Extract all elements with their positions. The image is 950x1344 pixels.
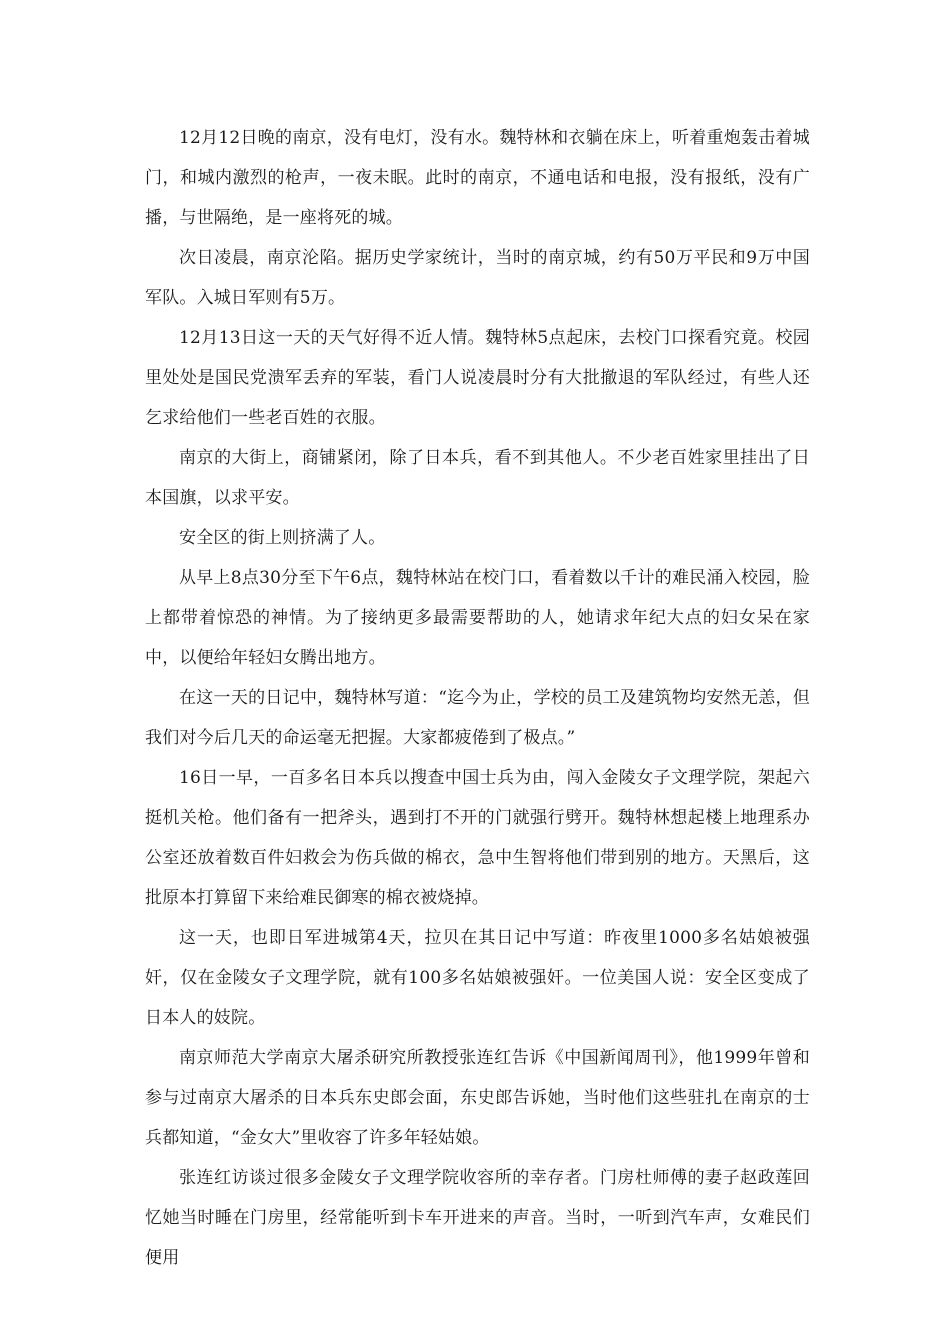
paragraph-1: 12月12日晚的南京，没有电灯，没有水。魏特林和衣躺在床上，听着重炮轰击着城门，和城内激烈的枪声，一夜未眠。此时的南京，不通电话和电报，没有报纸，没有广播，与世隔绝，是一座将死的城。 [145, 128, 810, 228]
paragraph-11: 张连红访谈过很多金陵女子文理学院收容所的幸存者。门房杜师傅的妻子赵政莲回忆她当时睡在门房里，经常能听到卡车开进来的声音。当时，一听到汽车声，女难民们便用 [145, 1168, 810, 1268]
paragraph-9: 这一天，也即日军进城第4天，拉贝在其日记中写道：昨夜里1000多名姑娘被强奸，仅在金陵女子文理学院，就有100多名姑娘被强奸。一位美国人说：安全区变成了日本人的妓院。 [145, 928, 810, 1028]
paragraph-6: 从早上8点30分至下午6点，魏特林站在校门口，看着数以千计的难民涌入校园，脸上都带着惊恐的神情。为了接纳更多最需要帮助的人，她请求年纪大点的妇女呆在家中，以便给年轻妇女腾出地方。 [145, 568, 810, 668]
paragraph-7: 在这一天的日记中，魏特林写道：“迄今为止，学校的员工及建筑物均安然无恙，但我们对今后几天的命运毫无把握。大家都疲倦到了极点。” [145, 688, 810, 748]
paragraph-5: 安全区的街上则挤满了人。 [179, 528, 386, 548]
paragraph-2: 次日凌晨，南京沦陷。据历史学家统计，当时的南京城，约有50万平民和9万中国军队。入城日军则有5万。 [145, 248, 810, 308]
paragraph-10: 南京师范大学南京大屠杀研究所教授张连红告诉《中国新闻周刊》，他1999年曾和参与过南京大屠杀的日本兵东史郎会面，东史郎告诉她，当时他们这些驻扎在南京的士兵都知道，“金女大”里收容了许多年轻姑娘。 [145, 1048, 810, 1148]
article-body [145, 118, 810, 1278]
paragraph-3: 12月13日这一天的天气好得不近人情。魏特林5点起床，去校门口探看究竟。校园里处处是国民党溃军丢弃的军装，看门人说凌晨时分有大批撤退的军队经过，有些人还乞求给他们一些老百姓的衣服。 [145, 328, 810, 428]
paragraph-8: 16日一早，一百多名日本兵以搜查中国士兵为由，闯入金陵女子文理学院，架起六挺机关枪。他们备有一把斧头，遇到打不开的门就强行劈开。魏特林想起楼上地理系办公室还放着数百件妇救会为伤兵做的棉衣，急中生智将他们带到别的地方。天黑后，这批原本打算留下来给难民御寒的棉衣被烧掉。 [145, 768, 810, 908]
paragraph-4: 南京的大街上，商铺紧闭，除了日本兵，看不到其他人。不少老百姓家里挂出了日本国旗，以求平安。 [145, 448, 810, 508]
